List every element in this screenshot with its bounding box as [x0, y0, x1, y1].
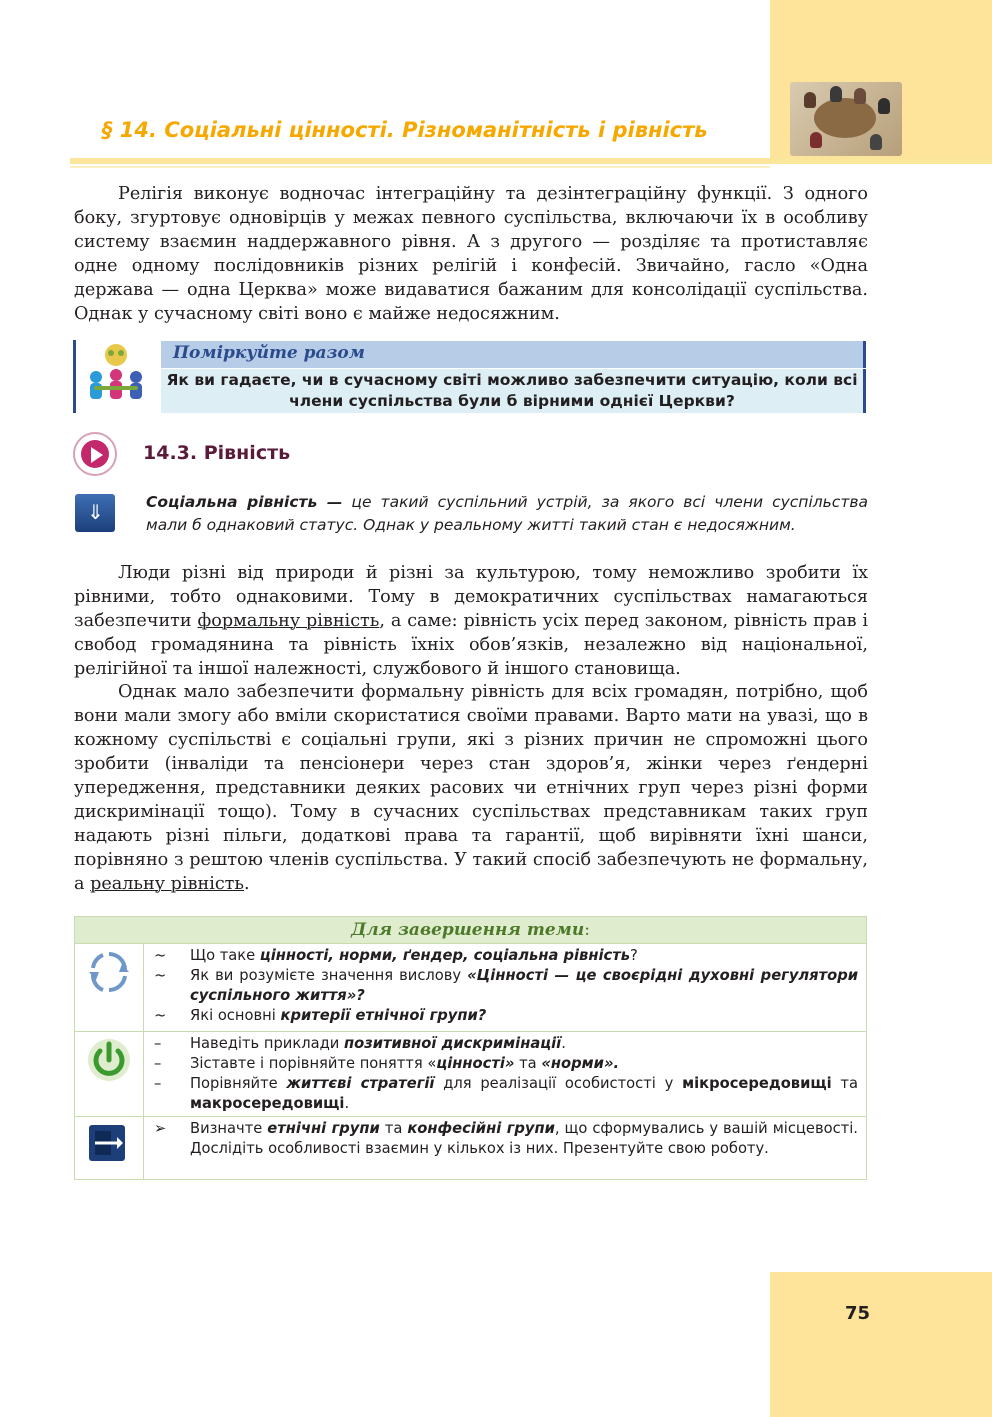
definition-social-equality	[146, 491, 868, 537]
list-item: – Порівняйте життєві стратегії для реалізації особистості у мікросередовищі та макросередовищі.	[154, 1075, 858, 1112]
paragraph-real-equality: Однак мало забезпечити формальну рівність для всіх громадян, потрібно, щоб вони мали змогу або вміли скористатися своїми правами. Варто мати на увазі, що в кожному суспільстві є соціальні групи, які з різних причин не спроможні цього зробити (інваліди та пенсіонери через стан здоров’я, жінки через ґендерні упередження, представники деяких расових чи етнічних груп через різні форми дискримінації тощо). Тому в сучасних суспільствах представникам таких груп надають різні пільги, додаткові права та гарантії, щоб вирівняти їхні шанси, порівняно з рештою членів суспільства. У такий спосіб забезпечують не формальну, а реальну рівність.	[74, 682, 868, 894]
paragraph-formal-equality: Люди різні від природи й різні за культурою, тому неможливо зробити їх рівними, тобто однаковими. Тому в демократичних суспільствах намагаються забезпечити формальну рівність, а саме: рівність усіх перед законом, рівність прав і свобод громадянина та рівність їхніх обов’язків, незалежно від національної, релігійної та іншої належності, службового й іншого становища.	[74, 563, 869, 679]
list-item: ~ Що таке цінності, норми, ґендер, соціальна рівність?	[154, 947, 638, 964]
power-icon	[87, 1038, 131, 1082]
list-item: ~ Які основні критерії етнічної групи?	[154, 1007, 487, 1024]
group-people-icon	[84, 341, 148, 407]
page-number: 75	[845, 1303, 871, 1324]
wrapup-table	[74, 916, 867, 1180]
header-photo	[790, 82, 902, 156]
table-row	[75, 1117, 867, 1180]
list-item: ~ Як ви розумієте значення вислову «Цінності — це своєрідні духовні регулятори суспільного життя»?	[154, 967, 858, 1004]
download-icon: ⇓	[75, 494, 115, 532]
list-item: ➢ Визначте етнічні групи та конфесійні групи, що сформувались у вашій місцевості. Дослідіть особливості взаємин у кількох із них. Презентуйте свою роботу.	[154, 1120, 858, 1157]
list-item: – Наведіть приклади позитивної дискримінації.	[154, 1035, 566, 1052]
term-formal-equality: формальну рівність	[197, 611, 380, 631]
wrapup-header: Для завершення теми:	[75, 917, 867, 944]
table-row	[75, 1032, 867, 1117]
paragraph-religion: Релігія виконує водночас інтеграційну та дезінтеграційну функції. З одного боку, згуртовує одновірців у межах певного суспільства, включаючи їх в особливу систему взаємин наддержавного рівня. А з другого — розділяє та протиставляє одне одному послідовників різних релігій і конфесій. Звичайно, гасло «Одна держава — одна Церква» може видаватися бажаним для консолідації суспільства. Однак у сучасному світі воно є майже недосяжним.	[74, 184, 868, 324]
discuss-bar	[73, 340, 76, 413]
header-rule	[70, 158, 992, 164]
list-item: – Зіставте і порівняйте поняття «цінності» та «норми».	[154, 1055, 620, 1072]
enter-icon	[87, 1123, 127, 1163]
play-icon	[73, 432, 117, 476]
header-rule-thin	[70, 166, 770, 168]
discuss-title: Поміркуйте разом	[173, 343, 365, 363]
side-decoration-bottom	[770, 1272, 992, 1417]
table-row	[75, 944, 867, 1032]
term-real-equality: реальну рівність	[90, 874, 244, 894]
definition-text: це такий суспільний устрій, за якого всі члени суспільства мали б однаковий статус. Однак у реальному житті такий стан є недосяжним.	[146, 493, 868, 534]
refresh-icon	[89, 950, 129, 994]
section-title: § 14. Соціальні цінності. Різноманітність і рівність	[102, 118, 708, 142]
discuss-header	[161, 341, 866, 368]
definition-term: Соціальна рівність —	[146, 493, 343, 511]
discuss-question: Як ви гадаєте, чи в сучасному світі можливо забезпечити ситуацію, коли всі члени суспільства були б вірними однієї Церкви?	[161, 369, 866, 413]
subsection-title: 14.3. Рівність	[143, 442, 291, 464]
